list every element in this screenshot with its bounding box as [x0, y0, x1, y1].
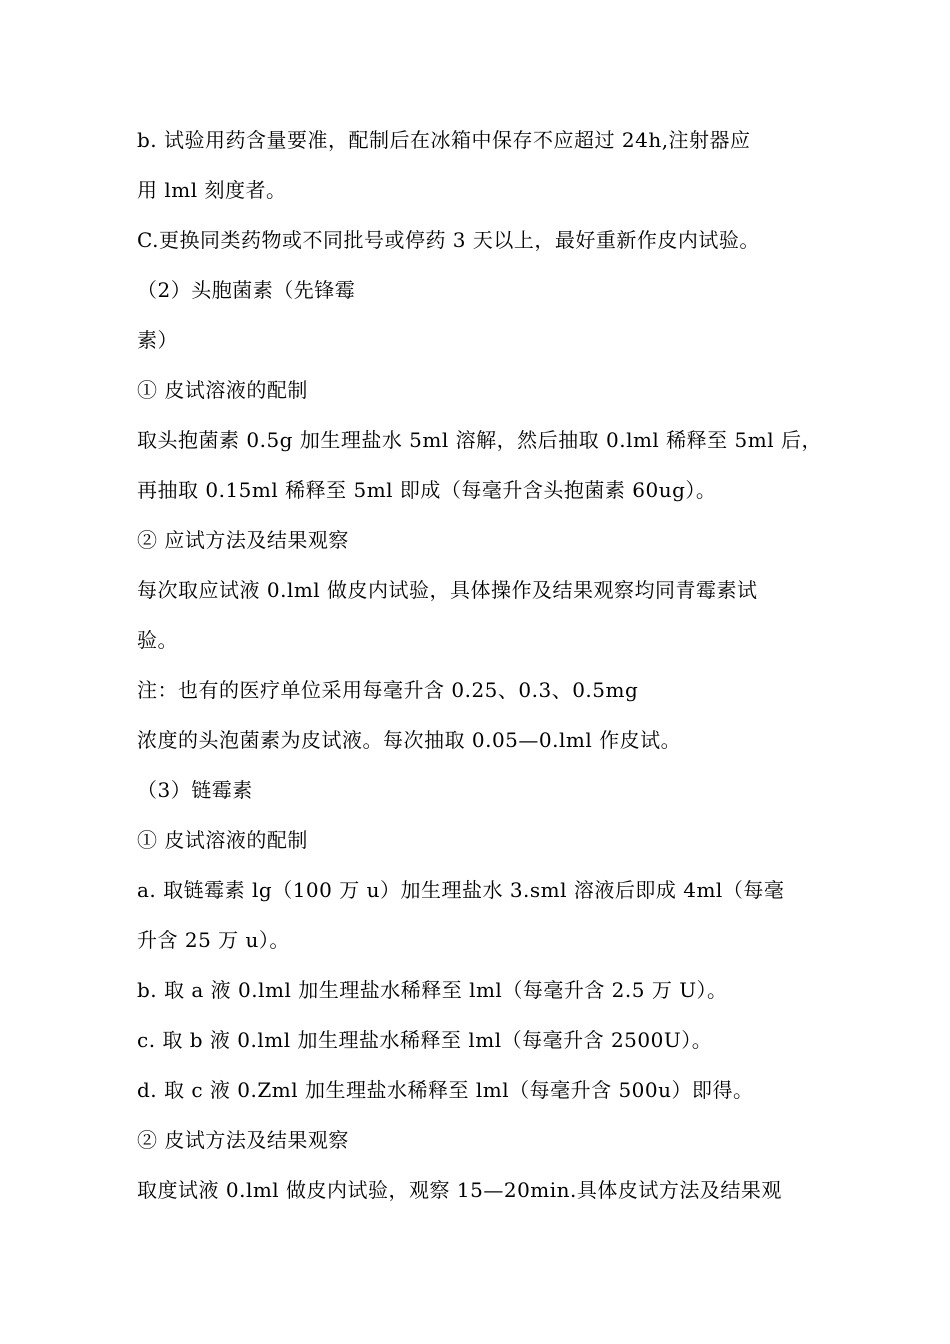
text-line-17: 升含 25 万 u）。	[137, 928, 290, 952]
section-heading-3: （3）链霉素	[137, 778, 253, 802]
subheading-solution-prep-2: ① 皮试溶液的配制	[137, 828, 308, 852]
note-line-1: 注：也有的医疗单位采用每毫升含 0.25、0.3、0.5mg	[137, 678, 639, 702]
section-heading-2-cont: 素）	[137, 328, 178, 352]
text-line-20: d. 取 c 液 0.Zml 加生理盐水稀释至 lml（每毫升含 500u）即得。	[137, 1078, 754, 1102]
text-line-1: b. 试验用药含量要准，配制后在冰箱中保存不应超过 24h,注射器应	[137, 128, 751, 152]
text-line-22: 取度试液 0.lml 做皮内试验，观察 15—20min.具体皮试方法及结果观	[137, 1178, 782, 1202]
section-heading-2: （2）头胞菌素（先锋霉	[137, 278, 356, 302]
text-line-16: a. 取链霉素 lg（100 万 u）加生理盐水 3.sml 溶液后即成 4ml（每毫	[137, 878, 785, 902]
text-line-11: 验。	[137, 628, 178, 652]
text-line-3: C.更换同类药物或不同批号或停药 3 天以上，最好重新作皮内试验。	[137, 228, 760, 252]
subheading-solution-prep: ① 皮试溶液的配制	[137, 378, 308, 402]
subheading-test-method-2: ② 皮试方法及结果观察	[137, 1128, 349, 1152]
text-line-19: c. 取 b 液 0.lml 加生理盐水稀释至 lml（每毫升含 2500U）。	[137, 1028, 713, 1052]
text-line-10: 每次取应试液 0.lml 做皮内试验，具体操作及结果观察均同青霉素试	[137, 578, 758, 602]
note-line-2: 浓度的头泡菌素为皮试液。每次抽取 0.05—0.lml 作皮试。	[137, 728, 682, 752]
text-line-18: b. 取 a 液 0.lml 加生理盐水稀释至 lml（每毫升含 2.5 万 U）。	[137, 978, 728, 1002]
text-line-2: 用 lml 刻度者。	[137, 178, 287, 202]
text-line-8: 再抽取 0.15ml 稀释至 5ml 即成（每毫升含头抱菌素 60ug）。	[137, 478, 717, 502]
subheading-test-method: ② 应试方法及结果观察	[137, 528, 349, 552]
text-line-7: 取头抱菌素 0.5g 加生理盐水 5ml 溶解，然后抽取 0.lml 稀释至 5ml 后，	[137, 428, 822, 452]
